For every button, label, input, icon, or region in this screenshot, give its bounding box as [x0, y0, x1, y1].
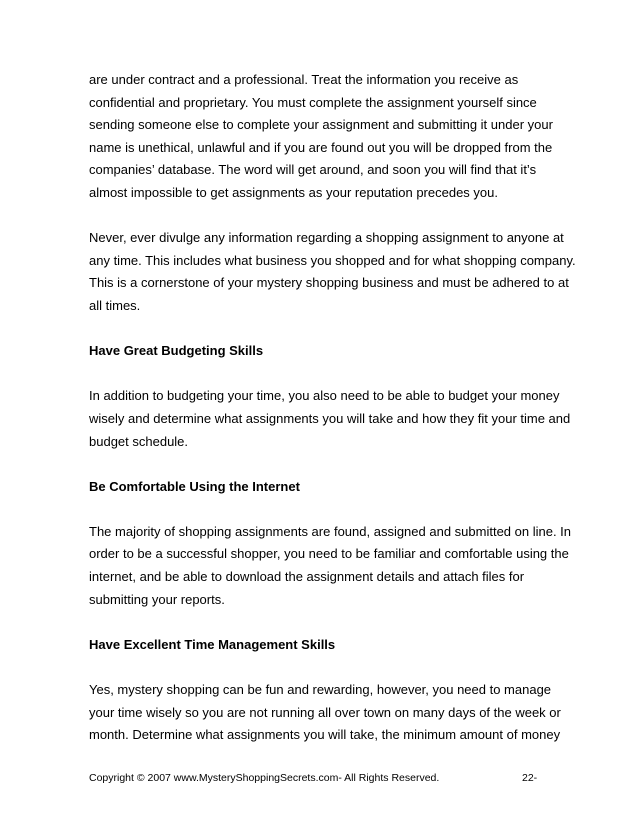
text-line: any time. This includes what business you shopped and for what shopping company.: [89, 252, 576, 268]
text-line: The majority of shopping assignments are found, assigned and submitted on line. In: [89, 523, 572, 539]
paragraph-confidentiality: [89, 69, 557, 205]
text-line: budget schedule.: [89, 433, 189, 449]
text-line: are under contract and a professional. Treat the information you receive as: [89, 72, 519, 87]
text-line: companies’ database. The word will get around, and soon you will find that it’s: [89, 162, 537, 178]
section-heading-budgeting: Have Great Budgeting Skills: [89, 343, 264, 359]
page-body: [89, 69, 576, 769]
text-line: sending someone else to complete your assignment and submitting it under your: [89, 117, 553, 133]
paragraph-budgeting: [89, 385, 571, 453]
paragraph-never-divulge: [89, 227, 576, 317]
text-line: order to be a successful shopper, you need to be familiar and comfortable using the: [89, 546, 569, 562]
text-line: name is unethical, unlawful and if you are found out you will be dropped from the: [89, 139, 553, 155]
text-line: wisely and determine what assignments you will take and how they fit your time and: [89, 410, 571, 426]
text-line: Never, ever divulge any information regarding a shopping assignment to anyone at: [89, 230, 564, 246]
text-line: This is a cornerstone of your mystery shopping business and must be adhered to at: [89, 275, 569, 291]
section-heading-internet: Be Comfortable Using the Internet: [89, 478, 300, 494]
text-line: almost impossible to get assignments as your reputation precedes you.: [89, 184, 498, 200]
text-line: submitting your reports.: [89, 591, 225, 607]
text-line: In addition to budgeting your time, you also need to be able to budget your money: [89, 388, 560, 404]
text-line: confidential and proprietary. You must complete the assignment yourself since: [89, 94, 537, 110]
text-line: your time wisely so you are not running all over town on many days of the week or: [89, 704, 561, 720]
footer-copyright: Copyright © 2007 www.MysteryShoppingSecrets.com- All Rights Reserved.: [89, 772, 440, 784]
paragraph-time-management: [89, 679, 561, 747]
section-heading-time-management: Have Excellent Time Management Skills: [89, 636, 336, 652]
text-line: Yes, mystery shopping can be fun and rewarding, however, you need to manage: [89, 682, 552, 698]
text-line: month. Determine what assignments you will take, the minimum amount of money: [89, 727, 561, 743]
paragraph-internet: [89, 521, 572, 611]
text-line: internet, and be able to download the assignment details and attach files for: [89, 569, 525, 585]
footer-page-number: 22-: [522, 772, 538, 784]
text-line: all times.: [89, 297, 141, 313]
